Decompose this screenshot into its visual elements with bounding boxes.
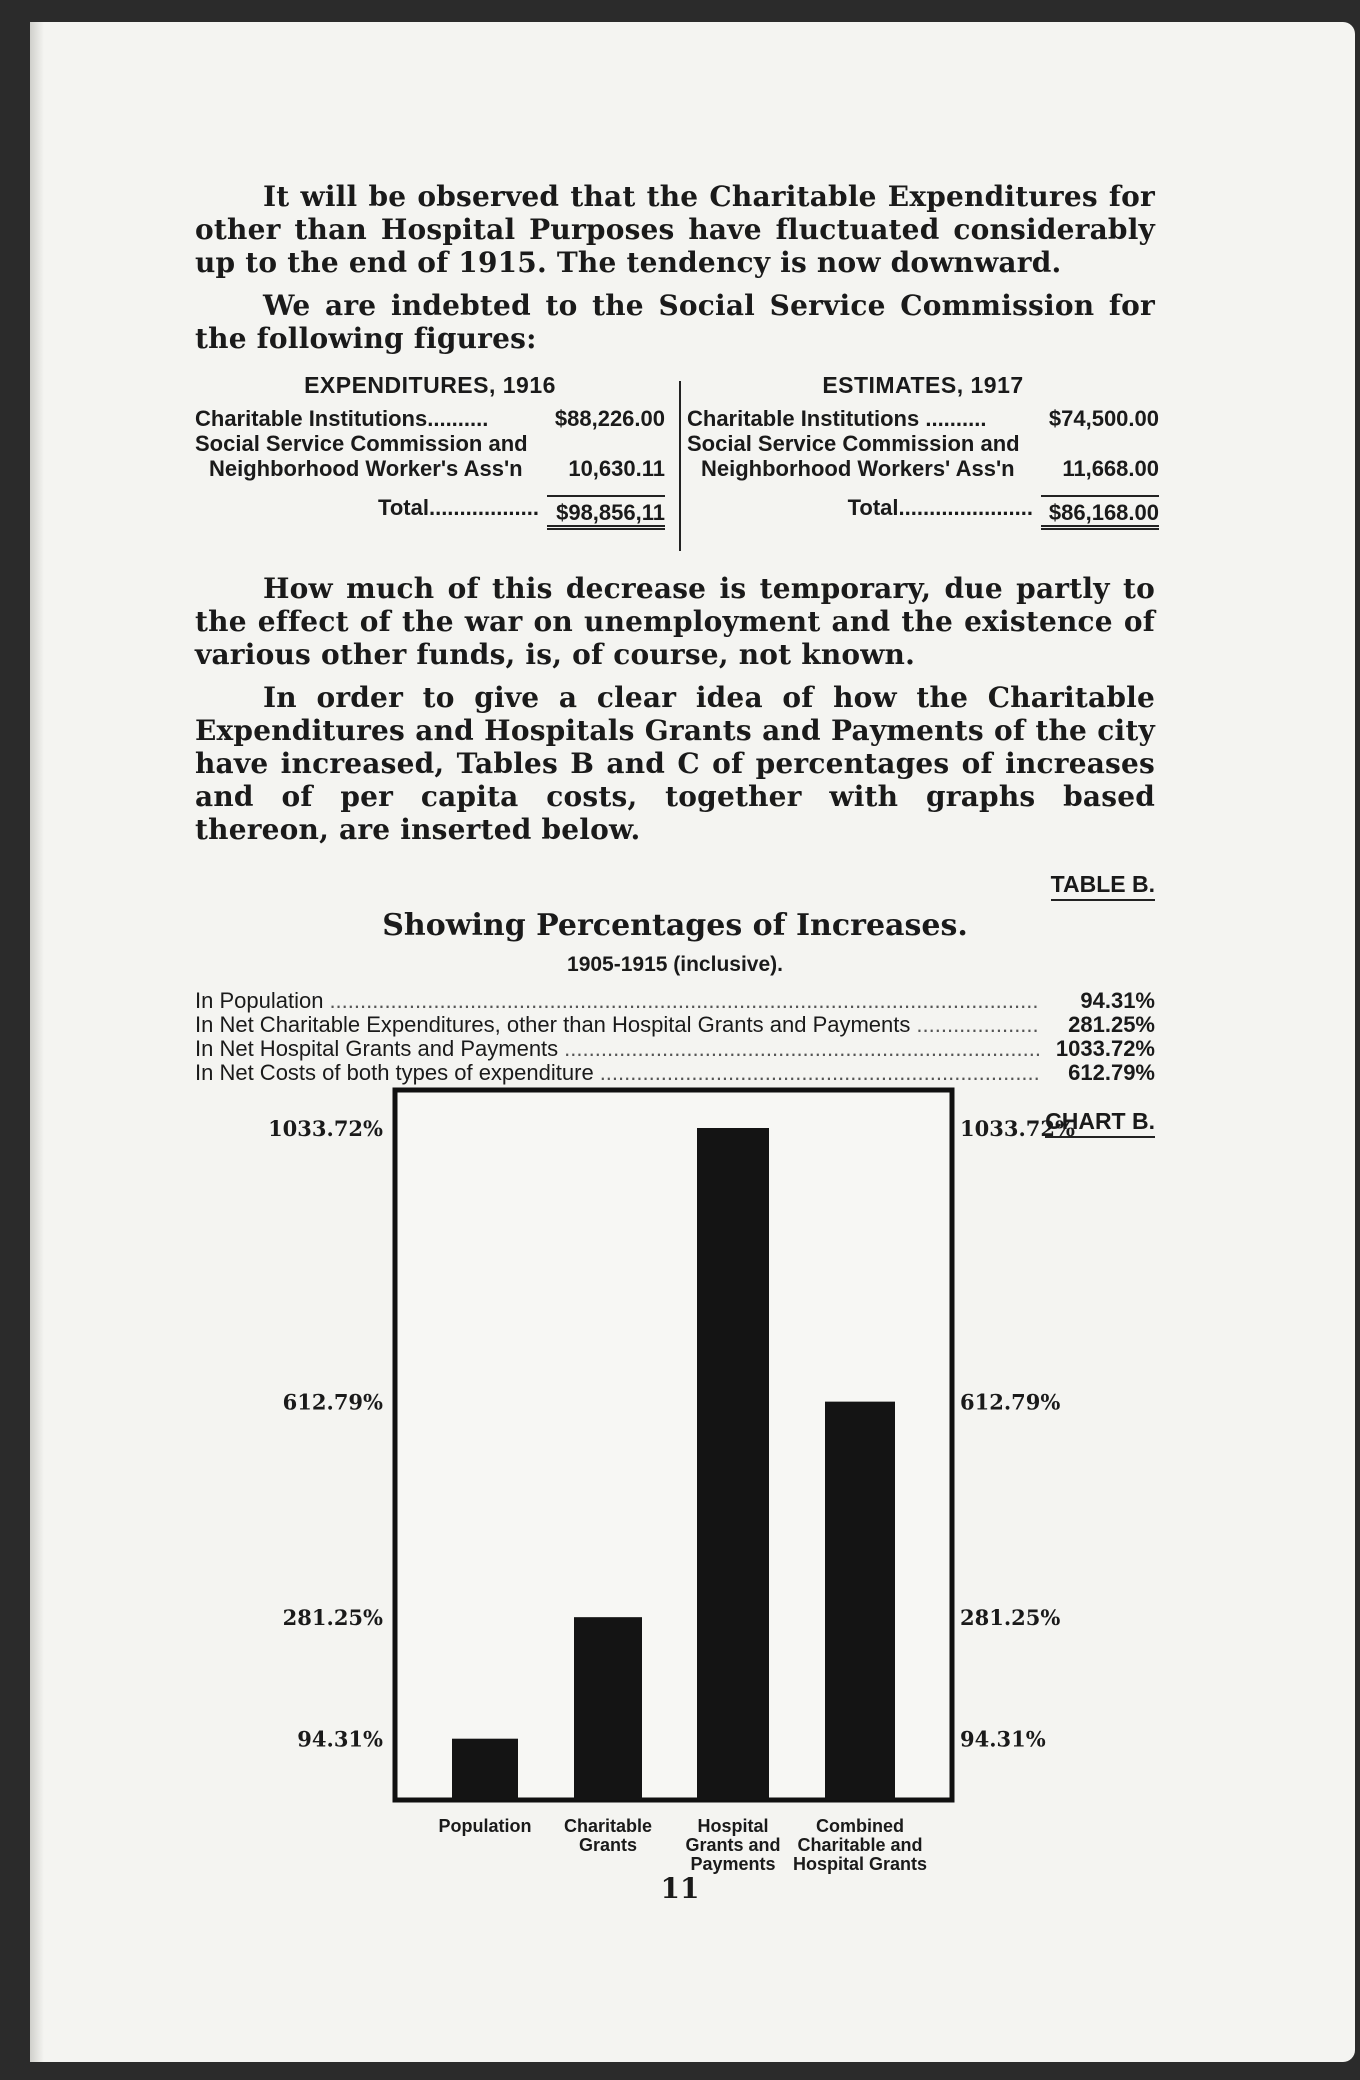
x-category-label: Combined Charitable and Hospital Grants — [792, 1816, 928, 1874]
page-content — [195, 180, 1159, 1143]
estimates-total-row: Total...................... $86,168.00 — [687, 495, 1159, 530]
y-tick-label-right: 612.79% — [960, 1389, 1061, 1415]
expenditures-row-neighborhood: Neighborhood Worker's Ass'n 10,630.11 — [209, 456, 665, 481]
expenditures-1916-table — [195, 373, 665, 530]
expenditures-title: EXPENDITURES, 1916 — [304, 372, 556, 398]
paragraph-decrease: How much of this decrease is temporary, due partly to the effect of the war on unemployment and the existence of various other funds, is, of course, not known. — [195, 572, 1155, 671]
estimates-row-institutions: Charitable Institutions .......... $74,500.00 — [687, 406, 1159, 431]
table-divider — [679, 381, 681, 551]
page-spine-shadow — [30, 22, 44, 2062]
table-b-row: In Net Charitable Expenditures, other than Hospital Grants and Payments ..... 281.25% — [195, 1013, 1155, 1037]
expenditures-total-row: Total.................. $98,856,11 — [195, 495, 665, 530]
estimates-1917-table — [687, 373, 1159, 530]
expenditures-row-commission: Social Service Commission and — [195, 431, 528, 456]
chart-svg — [230, 1050, 1130, 1880]
estimates-row-commission: Social Service Commission and — [687, 431, 1020, 456]
expenditure-estimate-tables — [195, 372, 1159, 548]
paragraph-clear-idea: In order to give a clear idea of how the Charitable Expenditures and Hospitals Grants and Payments of the city have increased, Tables B and C of percentages of increases and of per capita costs, together with graphs based thereon, are inserted below. — [195, 681, 1155, 846]
table-b-row: In Net Costs of both types of expenditure ..... 612.79% — [195, 1061, 1155, 1085]
y-tick-label-left: 281.25% — [282, 1605, 383, 1631]
y-tick-label-left: 94.31% — [297, 1726, 383, 1752]
table-b-label: TABLE B. — [195, 868, 1155, 901]
page-number: 11 — [660, 1872, 700, 1905]
chart-bar — [697, 1128, 769, 1800]
y-tick-label-right: 94.31% — [960, 1726, 1046, 1752]
estimates-row-neighborhood: Neighborhood Workers' Ass'n 11,668.00 — [701, 456, 1159, 481]
table-b-subtitle: 1905-1915 (inclusive). — [567, 953, 783, 976]
y-tick-label-right: 281.25% — [960, 1605, 1061, 1631]
x-category-label: Charitable Grants — [563, 1816, 653, 1855]
expenditures-row-institutions: Charitable Institutions.......... $88,226.00 — [195, 406, 665, 431]
estimates-title: ESTIMATES, 1917 — [822, 372, 1024, 398]
chart-bar — [452, 1739, 518, 1800]
table-b-row: In Population ..... 94.31% — [195, 989, 1155, 1013]
y-tick-label-left: 1033.72% — [268, 1116, 383, 1141]
chart-bar — [574, 1617, 642, 1800]
chart-label: CHART B. — [1045, 1105, 1155, 1138]
chart-bar — [825, 1402, 895, 1800]
x-category-label: Population — [438, 1816, 532, 1836]
paragraph-indebted: We are indebted to the Social Service Commission for the following figures: — [195, 289, 1155, 355]
percentage-increase-chart — [230, 1050, 1130, 1880]
table-b-title: Showing Percentages of Increases. — [382, 908, 968, 943]
y-tick-label-left: 612.79% — [282, 1389, 383, 1415]
paragraph-expenditures-fluctuated: It will be observed that the Charitable Expenditures for other than Hospital Purposes have fluctuated considerably up to the end of 1915. The tendency is now downward. — [195, 180, 1155, 279]
table-b-row: In Net Hospital Grants and Payments ..... 1033.72% — [195, 1037, 1155, 1061]
x-category-label: Hospital Grants and Payments — [685, 1816, 781, 1874]
y-tick-label-right: 1033.72% — [960, 1116, 1075, 1141]
